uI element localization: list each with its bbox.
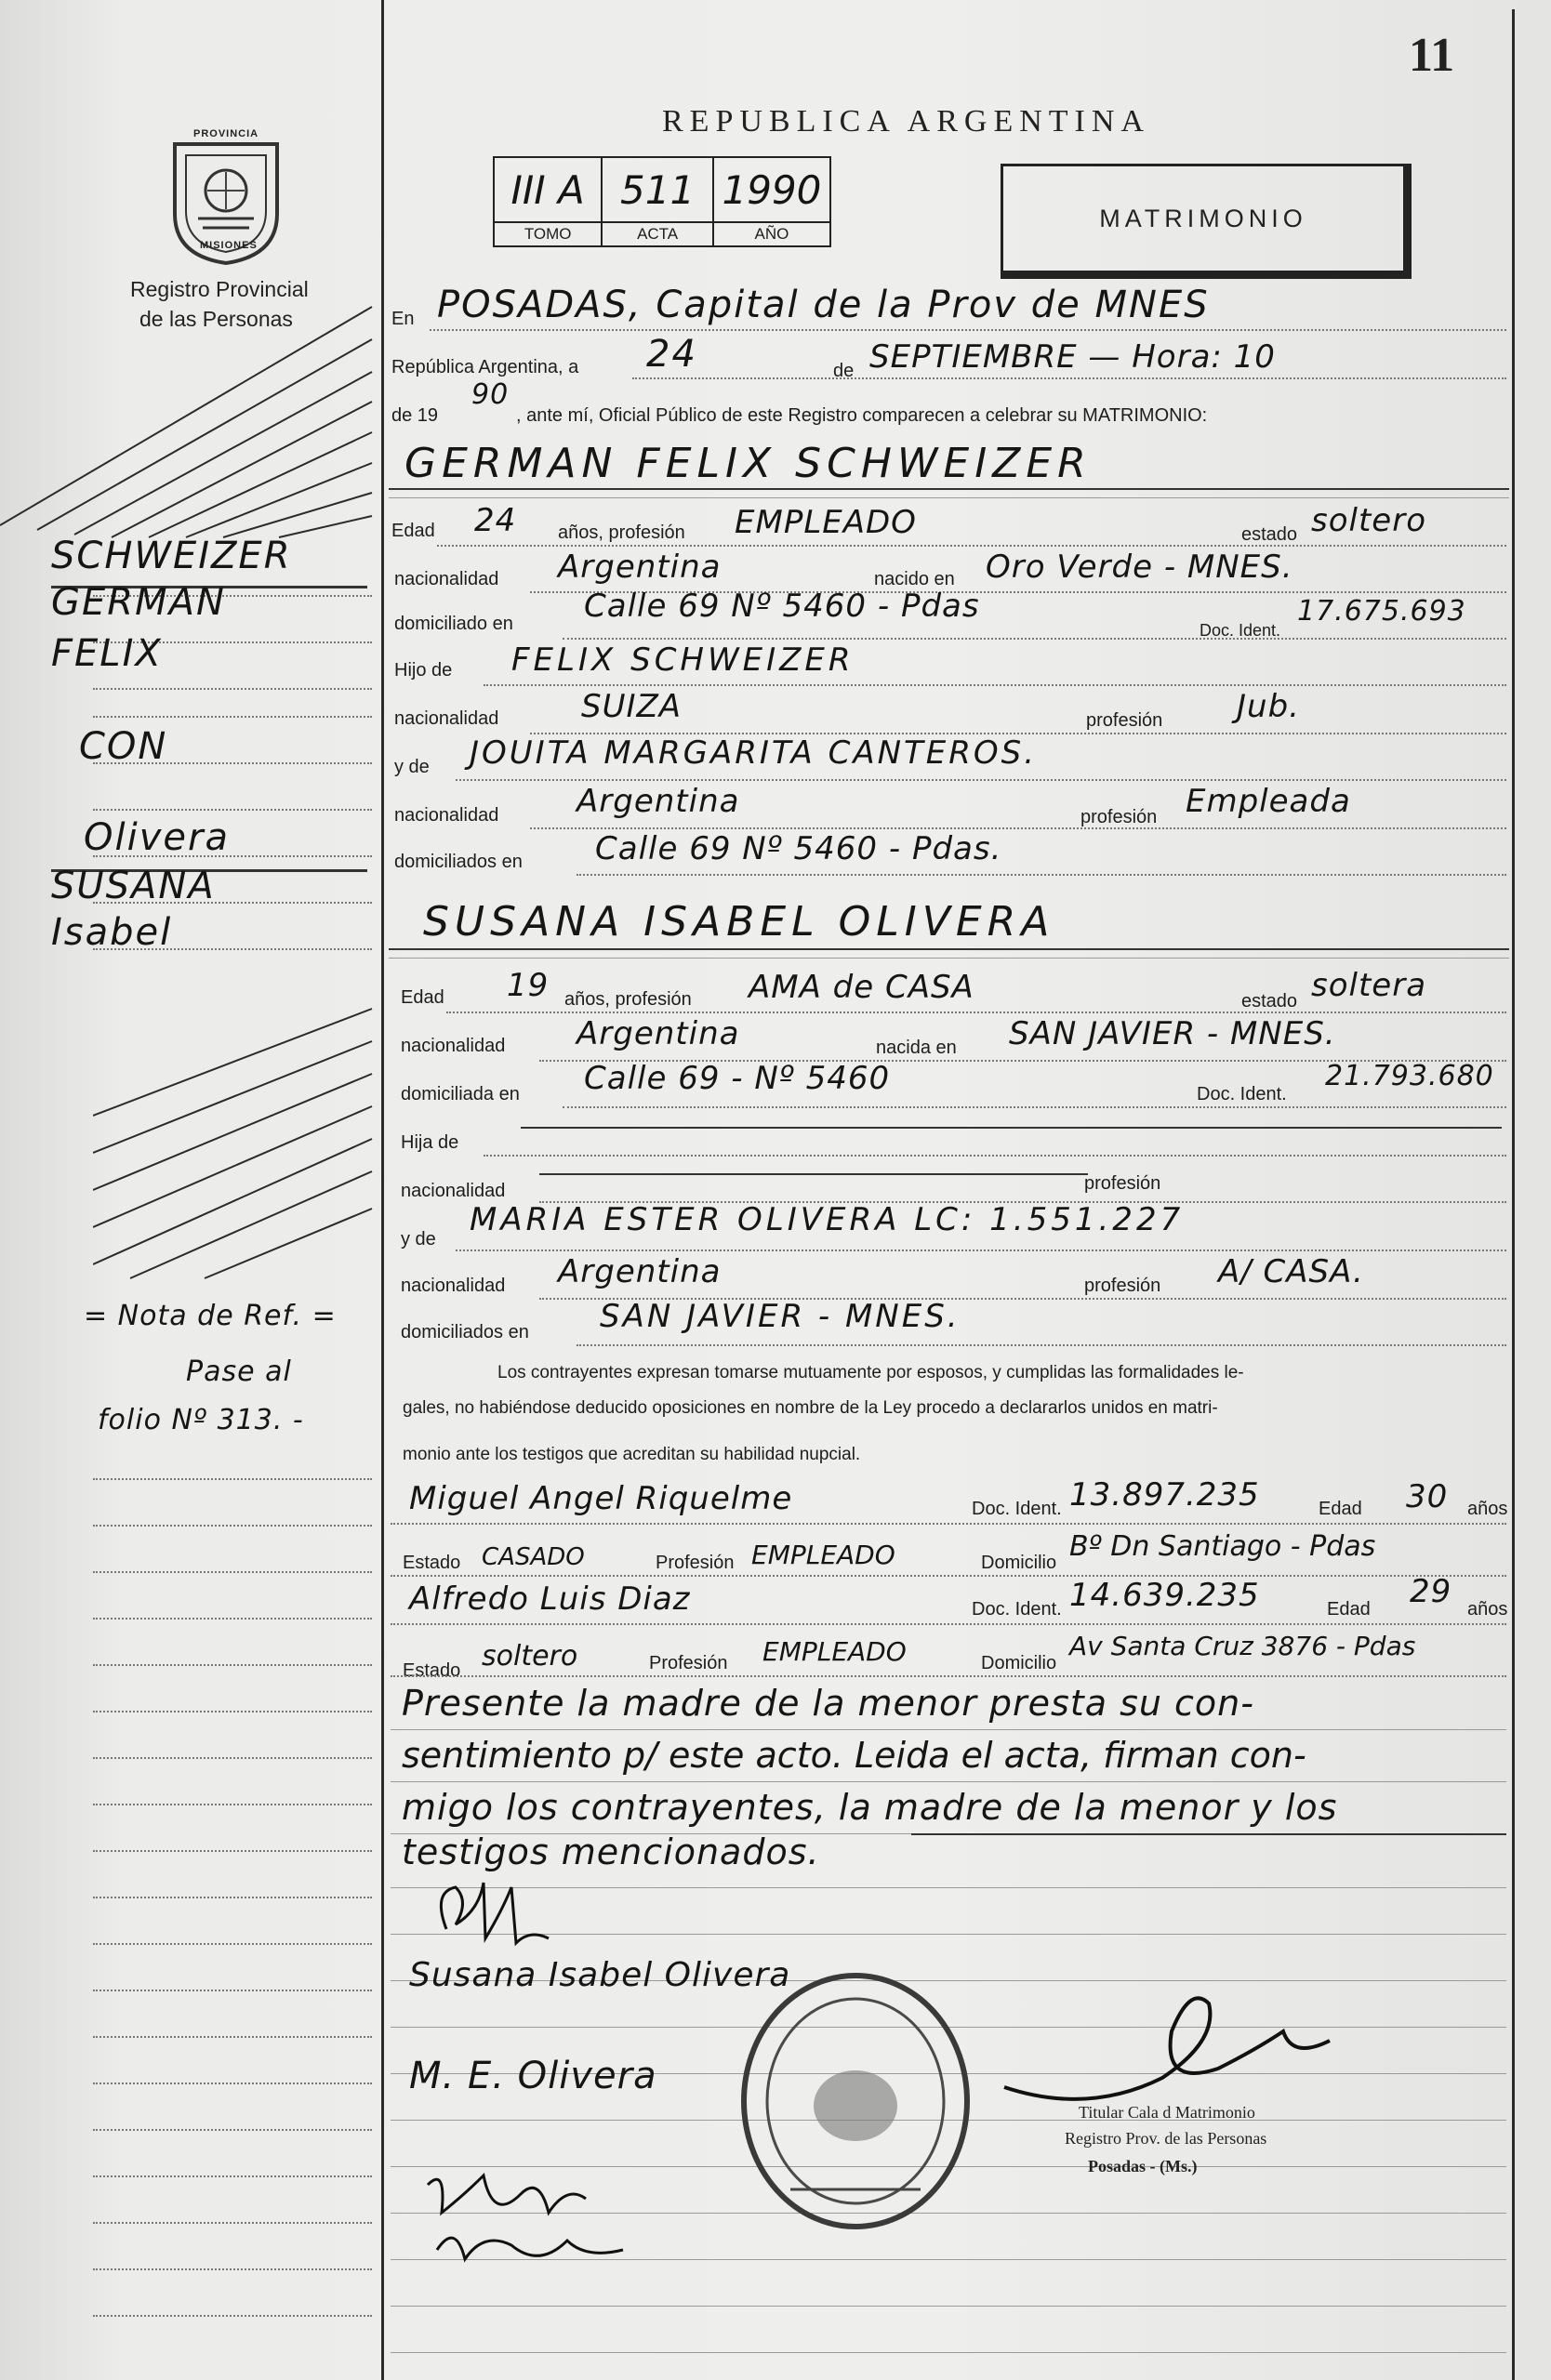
groom-mother-nac-label: nacionalidad	[394, 805, 499, 826]
witness2-doc: 14.639.235	[1069, 1577, 1260, 1614]
groom-father-prof: Jub.	[1237, 688, 1300, 725]
groom-father: FELIX SCHWEIZER	[511, 641, 855, 679]
groom-father-line	[484, 684, 1506, 686]
declaration-line-1: Los contrayentes expresan tomarse mutuamente por esposos, y cumplidas las formalidades le-	[497, 1363, 1244, 1382]
note-line-3: migo los contrayentes, la madre de la menor y los	[402, 1787, 1338, 1828]
witness2-dom-label: Domicilio	[981, 1653, 1057, 1673]
bride-nacida: SAN JAVIER - MNES.	[1009, 1015, 1336, 1052]
witness1-anos-label: años	[1467, 1499, 1508, 1519]
margin-hatch-bottom	[93, 1004, 381, 1283]
witness2-prof: EMPLEADO	[762, 1636, 907, 1667]
groom-nacido: Oro Verde - MNES.	[986, 549, 1293, 586]
witness1-estado-label: Estado	[403, 1553, 461, 1573]
groom-signature-icon	[428, 1873, 586, 1957]
groom-hijo-label: Hijo de	[394, 660, 453, 681]
margin-groom-given1: GERMAN	[51, 581, 226, 624]
witness2-line	[391, 1623, 1506, 1625]
record-type-box	[1001, 164, 1412, 279]
bride-father-nac-blank	[539, 1173, 1088, 1175]
bride-edad: 19	[507, 967, 550, 1004]
place-value: POSADAS, Capital de la Prov de MNES	[437, 284, 1210, 326]
witness1-doc-label: Doc. Ident.	[972, 1499, 1062, 1519]
appear-text: , ante mí, Oficial Público de este Registro comparecen a celebrar su MATRIMONIO:	[516, 405, 1208, 426]
seal-bottom-text: MISIONES	[200, 240, 258, 251]
groom-domicilio: Calle 69 Nº 5460 - Pdas	[584, 588, 980, 625]
bride-father-nac-label: nacionalidad	[401, 1181, 506, 1201]
bride-doc: 21.793.680	[1325, 1060, 1494, 1092]
margin-line	[93, 1943, 372, 1945]
margin-line	[93, 688, 372, 690]
bride-anos-profesion-label: años, profesión	[564, 989, 692, 1010]
margin-line	[93, 716, 372, 718]
margin-groom-surname: SCHWEIZER	[51, 535, 292, 577]
bride-domicilio: Calle 69 - Nº 5460	[584, 1060, 891, 1097]
de-label: de	[833, 361, 855, 381]
groom-estado: soltero	[1311, 502, 1426, 539]
groom-anos-profesion-label: años, profesión	[558, 522, 685, 543]
groom-mother-prof: Empleada	[1186, 783, 1351, 820]
bride-name-rule	[389, 958, 1509, 959]
bride-dom-line	[563, 1106, 1506, 1108]
margin-hatch-top	[0, 298, 381, 539]
witness-signatures-icon	[409, 2157, 707, 2296]
bride-signature: Susana Isabel Olivera	[409, 1956, 791, 1994]
declaration-line-3: monio ante los testigos que acreditan su habilidad nupcial.	[403, 1445, 861, 1464]
bride-mother-prof-label: profesión	[1084, 1276, 1161, 1296]
groom-mother-nac: Argentina	[577, 783, 740, 820]
witness2-name: Alfredo Luis Diaz	[409, 1580, 691, 1618]
groom-mother-nac-line	[530, 827, 1506, 829]
groom-edad-line	[437, 545, 1506, 547]
bride-mother-nac-label: nacionalidad	[401, 1276, 506, 1296]
bride-doc-label: Doc. Ident.	[1197, 1084, 1287, 1104]
mother-signature: M. E. Olivera	[409, 2055, 657, 2097]
witness1-name: Miguel Angel Riquelme	[409, 1480, 793, 1517]
tomo-value: III A	[494, 157, 602, 222]
note-rule	[391, 1729, 1506, 1730]
witness1-estado: CASADO	[482, 1543, 585, 1571]
witness2-prof-label: Profesión	[649, 1653, 728, 1673]
bride-parents-dom-line	[577, 1344, 1506, 1346]
margin-line	[93, 1897, 372, 1898]
year-suffix: 90	[471, 378, 510, 411]
groom-nacido-label: nacido en	[874, 569, 955, 589]
note-rule	[391, 1781, 1506, 1782]
margin-line	[93, 1990, 372, 1991]
left-border-line	[381, 0, 384, 2380]
witness2-doc-label: Doc. Ident.	[972, 1599, 1062, 1620]
witness2-dom: Av Santa Cruz 3876 - Pdas	[1069, 1631, 1416, 1661]
margin-connector: CON	[79, 725, 168, 768]
bride-dom-label: domiciliada en	[401, 1084, 520, 1104]
bride-hija-line	[484, 1155, 1506, 1157]
groom-yde-label: y de	[394, 757, 430, 777]
margin-line	[93, 1618, 372, 1620]
bride-nac-label: nacionalidad	[401, 1036, 506, 1056]
note-line-2: sentimiento p/ este acto. Leida el acta, firman con-	[402, 1735, 1306, 1776]
record-type-label: MATRIMONIO	[1099, 204, 1307, 232]
groom-father-prof-label: profesión	[1086, 710, 1163, 731]
margin-line	[93, 2036, 372, 2038]
stamp-line-1: Titular Cala d Matrimonio	[1079, 2103, 1255, 2122]
margin-line	[93, 1711, 372, 1712]
groom-name-rule	[389, 497, 1509, 498]
margin-line	[93, 2082, 372, 2084]
page-number: 11	[1409, 29, 1455, 82]
bride-parents-dom-label: domiciliados en	[401, 1322, 529, 1342]
groom-full-name: GERMAN FELIX SCHWEIZER	[404, 440, 1092, 487]
groom-doc-label: Doc. Ident.	[1200, 621, 1281, 640]
bride-edad-label: Edad	[401, 987, 444, 1008]
witness2-estado-line	[391, 1675, 1506, 1677]
declaration-line-2: gales, no habiéndose deducido oposiciones en nombre de la Ley procedo a declararlos unidos en matri-	[403, 1398, 1218, 1418]
de19-label: de 19	[391, 405, 439, 426]
bride-nacionalidad: Argentina	[577, 1015, 740, 1052]
stamp-line-2: Registro Prov. de las Personas	[1065, 2129, 1267, 2148]
groom-dom-line	[563, 638, 1506, 640]
note-line-1: Presente la madre de la menor presta su con-	[402, 1683, 1254, 1724]
month-time-value: SEPTIEMBRE — Hora: 10	[869, 338, 1276, 376]
groom-parents-dom-line	[577, 874, 1506, 876]
groom-mother-line	[456, 779, 1506, 781]
witness1-edad-label: Edad	[1319, 1499, 1362, 1519]
bride-yde-label: y de	[401, 1229, 436, 1250]
witness2-anos-label: años	[1467, 1599, 1508, 1620]
bride-mother: MARIA ESTER OLIVERA LC: 1.551.227	[470, 1201, 1185, 1238]
groom-parents-dom: Calle 69 Nº 5460 - Pdas.	[595, 830, 1002, 867]
bride-mother-line	[456, 1250, 1506, 1251]
groom-nacionalidad: Argentina	[558, 549, 722, 586]
margin-line	[93, 809, 372, 811]
groom-dom-label: domiciliado en	[394, 614, 513, 634]
margin-line	[93, 1804, 372, 1805]
groom-edad: 24	[474, 502, 517, 539]
bride-hija-label: Hija de	[401, 1132, 459, 1153]
margin-line	[93, 2315, 372, 2317]
en-label: En	[391, 309, 415, 329]
bride-estado: soltera	[1311, 967, 1427, 1004]
bride-father-line	[521, 1127, 1502, 1129]
witness2-edad: 29	[1410, 1573, 1452, 1610]
anio-value: 1990	[713, 157, 830, 222]
right-border-line	[1512, 9, 1515, 2380]
groom-doc: 17.675.693	[1297, 595, 1466, 628]
margin-note-2: Pase al	[186, 1355, 292, 1388]
bride-parents-dom: SAN JAVIER - MNES.	[600, 1298, 961, 1335]
witness1-prof: EMPLEADO	[751, 1540, 895, 1570]
witness2-estado-label: Estado	[403, 1660, 461, 1681]
date-line	[632, 377, 1506, 379]
day-value: 24	[646, 333, 697, 376]
groom-estado-label: estado	[1241, 524, 1298, 545]
margin-line	[93, 1478, 372, 1480]
tomo-label: TOMO	[494, 222, 602, 246]
margin-line	[93, 2129, 372, 2131]
margin-bride-given2: Isabel	[51, 911, 173, 954]
bride-edad-line	[446, 1012, 1506, 1013]
groom-father-nac-label: nacionalidad	[394, 708, 499, 729]
groom-mother: JOUITA MARGARITA CANTEROS.	[470, 734, 1038, 772]
anio-label: AÑO	[713, 222, 830, 246]
seal-top-text: PROVINCIA	[193, 128, 259, 139]
groom-edad-label: Edad	[391, 521, 435, 541]
margin-line	[93, 1571, 372, 1573]
witness2-estado: soltero	[482, 1640, 578, 1673]
margin-bride-given1: SUSANA	[51, 865, 216, 907]
groom-mother-prof-label: profesión	[1080, 807, 1158, 827]
witness1-dom-label: Domicilio	[981, 1553, 1057, 1573]
bride-estado-label: estado	[1241, 991, 1298, 1012]
witness1-line	[391, 1523, 1506, 1525]
margin-line	[93, 1664, 372, 1666]
margin-note-3: folio Nº 313. -	[98, 1404, 304, 1436]
note-line-4: testigos mencionados.	[402, 1831, 820, 1872]
margin-line	[93, 2268, 372, 2270]
groom-name-line	[389, 488, 1509, 490]
witness2-edad-label: Edad	[1327, 1599, 1371, 1620]
officer-signature-icon	[976, 1976, 1348, 2124]
place-line	[430, 329, 1506, 331]
margin-line	[93, 1850, 372, 1852]
witness1-dom: Bº Dn Santiago - Pdas	[1069, 1530, 1376, 1563]
acta-value: 511	[602, 157, 713, 222]
groom-profesion: EMPLEADO	[735, 504, 917, 541]
bride-profesion: AMA de CASA	[749, 969, 974, 1006]
registry-line-2: de las Personas	[139, 307, 293, 331]
margin-line	[93, 1757, 372, 1759]
margin-bride-surname: Olivera	[84, 816, 230, 859]
witness1-doc: 13.897.235	[1069, 1476, 1260, 1514]
witness1-edad: 30	[1406, 1478, 1449, 1515]
country-title: REPUBLICA ARGENTINA	[662, 104, 1150, 139]
margin-line	[93, 2222, 372, 2224]
bride-nacida-label: nacida en	[876, 1038, 957, 1058]
margin-note-1: = Nota de Ref. =	[84, 1300, 337, 1332]
groom-parents-dom-label: domiciliados en	[394, 852, 523, 872]
sig-rule	[391, 2306, 1506, 2307]
witness1-estado-line	[391, 1575, 1506, 1577]
record-id-box	[493, 156, 831, 247]
official-round-stamp-icon	[735, 1966, 976, 2236]
bride-father-prof-label: profesión	[1084, 1173, 1161, 1194]
stamp-line-3: Posadas - (Ms.)	[1088, 2157, 1198, 2175]
sig-rule	[391, 2352, 1506, 2353]
republica-label: República Argentina, a	[391, 357, 579, 377]
acta-label: ACTA	[602, 222, 713, 246]
bride-name-line	[389, 948, 1509, 950]
bride-full-name: SUSANA ISABEL OLIVERA	[423, 898, 1055, 945]
margin-line	[93, 1525, 372, 1527]
margin-groom-given2: FELIX	[51, 632, 163, 675]
bride-mother-nac: Argentina	[558, 1253, 722, 1290]
bride-mother-prof: A/ CASA.	[1218, 1253, 1364, 1290]
margin-line	[93, 2175, 372, 2177]
note-end-line	[911, 1833, 1506, 1835]
witness1-prof-label: Profesión	[656, 1553, 735, 1573]
groom-nac-label: nacionalidad	[394, 569, 499, 589]
groom-father-nac: SUIZA	[581, 688, 683, 725]
registry-line-1: Registro Provincial	[130, 277, 309, 301]
